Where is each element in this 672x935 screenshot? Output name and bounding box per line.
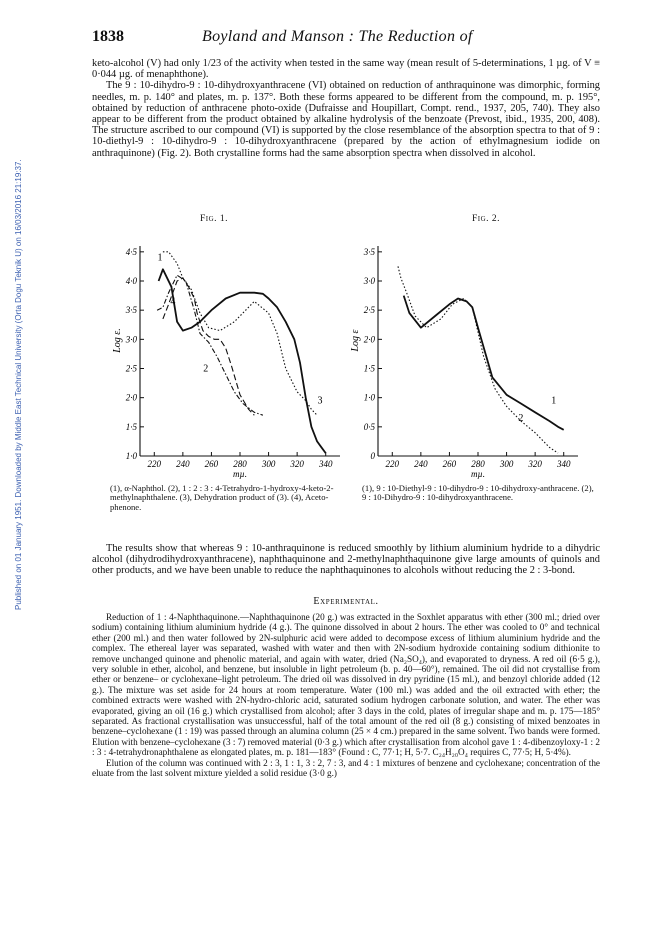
fig1-chart xyxy=(96,228,356,480)
y-tick-label: 0·5 xyxy=(363,421,375,432)
y-tick-label: 3·5 xyxy=(363,246,375,257)
download-watermark xyxy=(2,20,23,620)
x-tick-label: 340 xyxy=(556,459,571,469)
curve-2 xyxy=(398,266,558,453)
download-note: Published on 01 January 1951. Downloaded by Middle East Technical University (Orta Dogu Teknik U) on 16/03/2016 21:19:37. xyxy=(14,159,23,610)
curve-1 xyxy=(404,296,564,430)
x-tick-label: 340 xyxy=(318,459,333,469)
y-tick-label: 2·0 xyxy=(363,334,375,345)
curve-label: 1 xyxy=(157,252,163,264)
running-title: Boyland and Manson : The Reduction of xyxy=(202,28,473,45)
curve-label: 4 xyxy=(170,296,176,308)
y-tick-label: 2·0 xyxy=(125,392,137,403)
fig2-axes xyxy=(378,246,578,456)
paragraph: keto-alcohol (V) had only 1/23 of the activity when tested in the same way (mean result of 5-determinations, 1 µg. of V ≡ 0·044 µg. of menaphthone). xyxy=(92,58,600,81)
y-tick-label: 4·0 xyxy=(125,276,137,286)
x-tick-label: 280 xyxy=(233,459,247,469)
fig1-legend: (1), α-Naphthol. (2), 1 : 2 : 3 : 4-Tetrahydro-1-hydroxy-4-keto-2-methylnaphthalene. (3), Dehydration product of (3). (4), Aceto-phenone. xyxy=(110,483,334,512)
fig2-legend: (1), 9 : 10-Diethyl-9 : 10-dihydro-9 : 10-dihydroxy-anthracene. (2), 9 : 10-Dihydro-9 : 10-dihydroxyanthracene. xyxy=(362,483,594,503)
y-tick-label: 1·0 xyxy=(125,451,137,461)
curve-1 xyxy=(159,269,326,453)
curve-label: 1 xyxy=(551,395,557,407)
fig2-chart xyxy=(350,228,598,480)
fig1-axes xyxy=(140,246,340,456)
x-tick-label: 260 xyxy=(204,459,219,469)
paragraph: Reduction of 1 : 4-Naphthaquinone.—Naphthaquinone (20 g.) was extracted in the Soxhlet apparatus with ether (300 ml.; dried over sodium) containing lithium aluminium hydride (4 g.). The quinone dissolved in about 2 hours. The ether was cooled to 0° and technical ether (200 ml.) and then water followed by 2N-sulphuric acid were added to decompose excess of lithium aluminium hydride and the complex. The ethereal layer was separated, washed with water and then with 2N-sodium hydroxide containing sodium dithionite to remove unchanged quinone and phenolic material, and again with water, dried (Na₂SO₄), and evaporated to dryness. A red oil (6·5 g.), very soluble in ether, alcohol, and benzene, but insoluble in light petroleum (b. p. 40—60°), remained. The oil did not crystallise from ether or benzene– or cyclohexane–light petroleum. The dried oil was dissolved in dry pyridine (15 ml.), and benzoyl chloride added (12 g.). The mixture was set aside for 24 hours at room temperature. Water (100 ml.) was added and the oil extracted with ether; the combined extracts were washed with 2N-hydro-chloric acid, saturated sodium hydrogen carbonate solution, and water. The ether was evaporated, giving an oil (16 g.) which crystallised from alcohol; after 3 days in the cold, plates of irregular shape and m. p. 175—185° separated. As fractional crystallisation was unsuccessful, half of the total amount of the red oil (8 g.) consisting of mixed benzoates in benzene–cyclohexane (1 : 19) was passed through an alumina column (25 × 4 cm.) prepared in the same solvent. Two bands were formed. Elution with benzene–cyclohexane (3 : 7) removed material (0·3 g.) which after crystallisation from alcohol gave 1 : 4-dibenzoyloxy-1 : 2 : 3 : 4-tetrahydronaphthalene as elongated plates, m. p. 181—183° (Found : C, 77·1; H, 5·7. C₂₄H₂₀O₄ requires C, 77·5; H, 5·4%). xyxy=(92,612,600,758)
paragraph: The results show that whereas 9 : 10-anthraquinone is reduced smoothly by lithium aluminium hydride to a dihydric alcohol (dihydrodihydroxyanthracene), naphthaquinone and 2-methylnaphthaquinone give large amounts of quinols and other products, and we have been unable to reduce the naphthaquinones to alcohols without reducing the 2 : 3-bond. xyxy=(92,543,600,577)
curve-label: 2 xyxy=(518,413,524,424)
y-tick-label: 1·5 xyxy=(125,421,137,432)
x-tick-label: 240 xyxy=(176,459,190,469)
results-text xyxy=(92,543,600,577)
intro-text xyxy=(92,58,600,159)
x-tick-label: 220 xyxy=(147,459,162,469)
y-axis-label: Log ε. xyxy=(112,328,123,353)
curve-label: 2 xyxy=(203,363,209,375)
y-tick-label: 3·0 xyxy=(125,334,137,345)
y-tick-label: 0 xyxy=(370,451,375,461)
page-header xyxy=(92,28,602,52)
curve-label: 3 xyxy=(317,395,323,407)
y-tick-label: 1·5 xyxy=(363,363,375,374)
experimental-text xyxy=(92,612,600,779)
y-tick-label: 3·5 xyxy=(125,305,137,316)
page-number: 1838 xyxy=(92,28,124,45)
y-axis-label: Log ε xyxy=(350,329,361,352)
fig2-ticks xyxy=(350,247,571,479)
x-tick-label: 300 xyxy=(261,459,276,469)
x-tick-label: 300 xyxy=(499,459,514,469)
fig1-title: Fig. 1. xyxy=(200,214,229,224)
y-tick-label: 4·5 xyxy=(125,246,137,257)
fig2-title: Fig. 2. xyxy=(472,214,501,224)
x-axis-label: mµ. xyxy=(471,469,485,479)
x-tick-label: 320 xyxy=(290,459,304,469)
curve-3 xyxy=(163,252,317,415)
fig2-labels xyxy=(518,396,556,425)
x-tick-label: 260 xyxy=(442,459,457,469)
y-tick-label: 2·5 xyxy=(125,363,137,374)
paragraph: The 9 : 10-dihydro-9 : 10-dihydroxyanthracene (VI) obtained on reduction of anthraquinone was dimorphic, forming needles, m. p. 140° and plates, m. p. 137°. Both these forms appeared to be different from the compound, m. p. 195°, obtained by reduction of anthracene photo-oxide (Dufraisse and Houpillart, Compt. rend., 1937, 205, 740). They also appear to be different from the product obtained by alkaline hydrolysis of the benzoate (Prevost, ibid., 1935, 200, 408). The structure ascribed to our compound (VI) is supported by the close resemblance of the absorption spectra to that of 9 : 10-diethyl-9 : 10-dihydro-9 : 10-dihydroxyanthracene (prepared by the action of ethylmagnesium iodide on anthraquinone) (Fig. 2). Both crystalline forms had the same absorption spectra when dissolved in alcohol. xyxy=(92,80,600,159)
x-axis-label: mµ. xyxy=(233,469,247,479)
x-tick-label: 240 xyxy=(414,459,428,469)
paragraph: Elution of the column was continued with 2 : 3, 1 : 1, 3 : 2, 7 : 3, and 4 : 1 mixtures of benzene and cyclohexane; concentration of the eluate from the last solvent mixture yielded a solid residue (3·0 g.) xyxy=(92,757,600,779)
section-heading: Experimental. xyxy=(313,596,379,607)
y-tick-label: 2·5 xyxy=(363,305,375,316)
fig1-curves xyxy=(157,252,326,453)
x-tick-label: 280 xyxy=(471,459,485,469)
curve-2 xyxy=(163,278,254,415)
x-tick-label: 320 xyxy=(528,459,542,469)
y-tick-label: 1·0 xyxy=(363,392,375,403)
fig2-curves xyxy=(398,266,564,453)
y-tick-label: 3·0 xyxy=(363,276,375,286)
x-tick-label: 220 xyxy=(385,459,400,469)
